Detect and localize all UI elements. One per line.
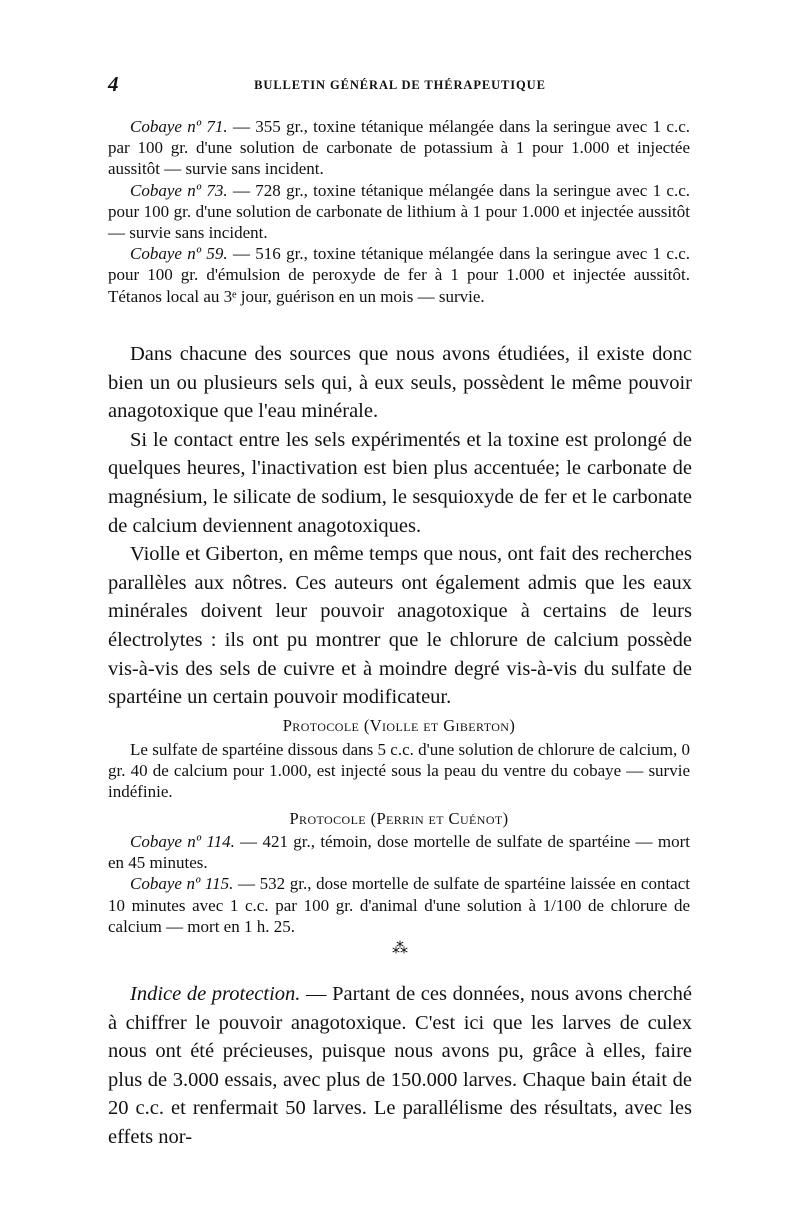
experiment-text: — 516 gr., toxine tétanique mélangée dans la seringue avec 1 c.c. pour 100 gr. d'émulsion de peroxyde de fer à 1 pour 1.000 et injectée aussitôt. Tétanos local au 3ᵉ jour, guérison en un mois — survie. [108, 244, 690, 306]
protocol-entry [108, 873, 690, 937]
paragraph: Dans chacune des sources que nous avons étudiées, il existe donc bien un ou plusieurs sels qui, à eux seuls, possèdent le même pouvoir anagotoxique que l'eau minérale. [108, 343, 692, 423]
protocol-entries [108, 831, 690, 937]
experiment-text: — 355 gr., toxine tétanique mélangée dans la seringue avec 1 c.c. par 100 gr. d'une solution de carbonate de potassium à 1 pour 1.000 et injectée aussitôt — survie sans incident. [108, 117, 690, 179]
journal-title: BULLETIN GÉNÉRAL DE THÉRAPEUTIQUE [254, 78, 546, 92]
protocol-heading: Protocole (Perrin et Cuénot) [289, 809, 509, 828]
page-number: 4 [108, 72, 119, 96]
entry-label: Cobaye nº 115. [130, 874, 234, 894]
protocol-paragraph: Le sulfate de spartéine dissous dans 5 c.c. d'une solution de chlorure de calcium, 0 gr. 40 de calcium pour 1.000, est injecté sous la peau du ventre du cobaye — survie indéfinie. [108, 740, 690, 802]
experiment-label: Cobaye nº 59. [130, 244, 228, 264]
section-text: — Partant de ces données, nous avons cherché à chiffrer le pouvoir anagotoxique. C'est ici que les larves de culex nous ont été précieuses, puisque nous avons pu, grâce à elles, faire plus de 3.000 essais, avec plus de 150.000 larves. Chaque bain était de 20 c.c. et renfermait 50 larves. Le parallélisme des résultats, avec les effets nor- [108, 983, 692, 1148]
entry-text: — 532 gr., dose mortelle de sulfate de spartéine laissée en contact 10 minutes avec 1 c.c. par 100 gr. d'animal d'une solution à 1/100 de chlorure de calcium — mort en 1 h. 25. [108, 874, 690, 936]
entry-text: — 421 gr., témoin, dose mortelle de sulfate de spartéine — mort en 45 minutes. [108, 832, 690, 873]
section-title: Indice de protection. [130, 983, 301, 1005]
paragraph [108, 980, 692, 1152]
protocol-heading: Protocole (Violle et Giberton) [282, 716, 516, 735]
final-section [108, 980, 692, 1152]
paragraph: Violle et Giberton, en même temps que nous, ont fait des recherches parallèles aux nôtres. Ces auteurs ont également admis que les eaux minérales doivent leur pouvoir anagotoxique à certains de leurs électrolytes : ils ont pu montrer que le chlorure de calcium possède vis-à-vis des sels de cuivre et à moindre degré vis-à-vis du sulfate de spartéine un certain pouvoir modificateur. [108, 543, 692, 709]
experiments-block [108, 116, 690, 307]
asterism: ⁂ [392, 940, 408, 957]
paragraph: Si le contact entre les sels expérimentés et la toxine est prolongé de quelques heures, l'inactivation est bien plus accentuée; le carbonate de magnésium, le silicate de sodium, le sesquioxyde de fer et le carbonate de calcium deviennent anagotoxiques. [108, 428, 692, 537]
experiment-entry [108, 116, 690, 180]
experiment-text: — 728 gr., toxine tétanique mélangée dans la seringue avec 1 c.c. pour 100 gr. d'une solution de carbonate de lithium à 1 pour 1.000 et injectée aussitôt — survie sans incident. [108, 180, 690, 243]
protocol-text [108, 739, 690, 803]
protocol-entry [108, 831, 690, 873]
experiment-entry [108, 180, 690, 244]
experiment-entry [108, 243, 690, 307]
experiment-label: Cobaye nº 71. [130, 117, 228, 136]
running-head [108, 72, 692, 98]
body-text [108, 340, 692, 712]
entry-label: Cobaye nº 114. [130, 832, 235, 851]
experiment-label: Cobaye nº 73. [130, 180, 228, 200]
